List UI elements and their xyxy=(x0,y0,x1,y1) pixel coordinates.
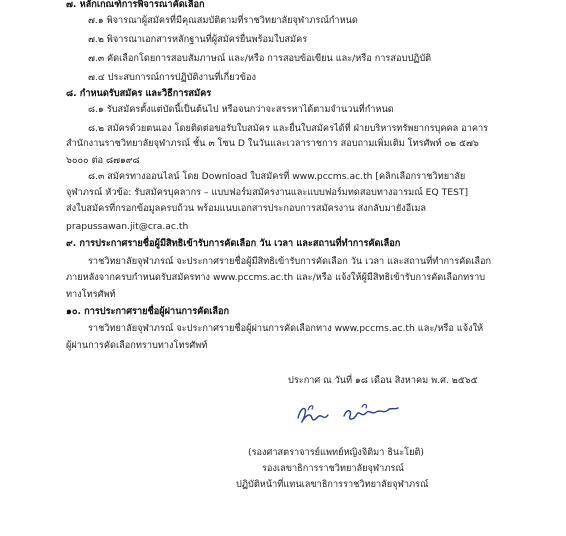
section-8-para-2-line-1: ๘.๒ สมัครด้วยตนเอง โดยติดต่อขอรับใบสมัคร และยื่นใบสมัครได้ที่ ฝ่ายบริหารทรัพยากรบุคคล อาคาร xyxy=(88,123,489,134)
section-9-line-2: ภายหลังจากครบกำหนดรับสมัครทาง www.pccms.ac.th และ/หรือ แจ้งให้ผู้มีสิทธิเข้ารับการคัดเลือกทราบ xyxy=(66,272,486,283)
section-8-para-2-line-3: ๖๐๐๐ ต่อ ๘๗๑๙๘ xyxy=(66,155,140,166)
announcement-date: ประกาศ ณ วันที่ ๑๘ เดือน สิงหาคม พ.ศ. ๒๕๖๕ xyxy=(288,375,478,386)
section-9-heading: ๙. การประกาศรายชื่อผู้มีสิทธิเข้ารับการคัดเลือก วัน เวลา และสถานที่ทำการคัดเลือก xyxy=(66,238,401,249)
section-7-item-4: ๗.๔ ประสบการณ์การปฏิบัติงานที่เกี่ยวข้อง xyxy=(88,72,256,83)
section-8-email: prapussawan.jit@cra.ac.th xyxy=(66,221,189,232)
signatory-title-2: ปฏิบัติหน้าที่แทนเลขาธิการราชวิทยาลัยจุฬาภรณ์ xyxy=(236,479,429,490)
section-8-para-3-line-2: จุฬาภรณ์ หัวข้อ: รับสมัครบุคลากร – แบบฟอร์มสมัครงานและแบบฟอร์มทดสอบทางอารมณ์ EQ TEST] xyxy=(66,187,469,198)
section-8-heading: ๘. กำหนดรับสมัคร และวิธีการสมัคร xyxy=(66,88,212,99)
handwritten-signature xyxy=(292,400,412,430)
section-8-para-2-line-2: สำนักงานราชวิทยาลัยจุฬาภรณ์ ชั้น ๓ โซน D ในวันและเวลาราชการ สอบถามเพิ่มเติม โทรศัพท์ ๐๒ ๕๗๖ xyxy=(66,138,479,149)
section-8-para-3-line-1: ๘.๓ สมัครทางออนไลน์ โดย Download ใบสมัครที่ www.pccms.ac.th [คลิกเลือกราชวิทยาลัย xyxy=(88,171,466,182)
section-9-line-3: ทางโทรศัพท์ xyxy=(66,289,116,300)
section-7-heading: ๗. หลักเกณฑ์การพิจารณาคัดเลือก xyxy=(66,0,205,10)
section-7-item-2: ๗.๒ พิจารณาเอกสารหลักฐานที่ผู้สมัครยื่นพร้อมใบสมัคร xyxy=(88,34,308,45)
signatory-name: (รองศาสตราจารย์แพทย์หญิงจิติมา ธินะโยติ) xyxy=(248,447,425,458)
signatory-title-1: รองเลขาธิการราชวิทยาลัยจุฬาภรณ์ xyxy=(262,463,404,474)
section-8-para-3-line-3: ส่งใบสมัครที่กรอกข้อมูลครบถ้วน พร้อมแนบเอกสารประกอบการสมัครงาน ส่งกลับมายังอีเมล xyxy=(66,203,427,214)
section-9-line-1: ราชวิทยาลัยจุฬาภรณ์ จะประกาศรายชื่อผู้มีสิทธิเข้ารับการคัดเลือก วัน เวลา และสถานที่ทำการคัดเลือก xyxy=(88,256,492,267)
section-8-para-1: ๘.๑ รับสมัครตั้งแต่บัดนี้เป็นต้นไป หรือจนกว่าจะสรรหาได้ตามจำนวนที่กำหนด xyxy=(88,104,394,115)
section-7-item-3: ๗.๓ คัดเลือกโดยการสอบสัมภาษณ์ และ/หรือ การสอบข้อเขียน และ/หรือ การสอบปฏิบัติ xyxy=(88,53,432,64)
section-10-heading: ๑๐. การประกาศรายชื่อผู้ผ่านการคัดเลือก xyxy=(66,306,230,317)
section-7-item-1: ๗.๑ พิจารณาผู้สมัครที่มีคุณสมบัติตามที่ราชวิทยาลัยจุฬาภรณ์กำหนด xyxy=(88,15,358,26)
section-10-line-2: ผู้ผ่านการคัดเลือกทราบทางโทรศัพท์ xyxy=(66,340,208,351)
section-10-line-1: ราชวิทยาลัยจุฬาภรณ์ จะประกาศรายชื่อผู้ผ่านการคัดเลือกทาง www.pccms.ac.th และ/หรือ แจ้งให้ xyxy=(88,323,484,334)
